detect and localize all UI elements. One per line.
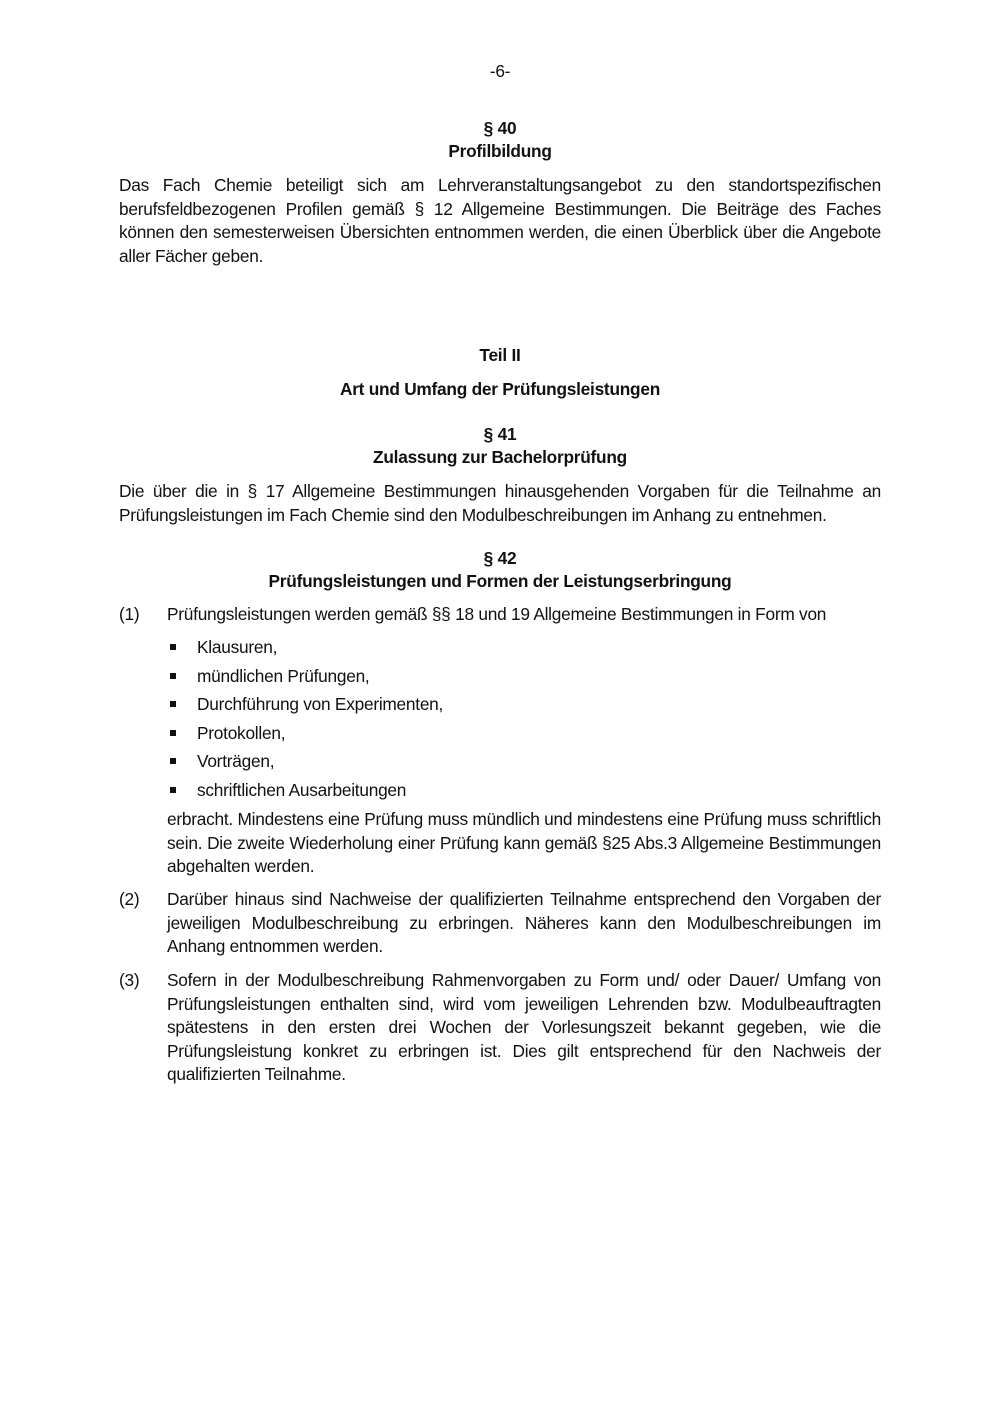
- section-40-number: § 40: [483, 118, 517, 138]
- list-item: schriftlichen Ausarbeitungen: [167, 779, 881, 808]
- section-42-title: Prüfungsleistungen und Formen der Leistungserbringung: [268, 571, 732, 591]
- square-bullet-icon: [170, 701, 176, 707]
- part-2-subtitle: Art und Umfang der Prüfungsleistungen: [339, 379, 661, 399]
- exam-forms-list: [167, 636, 881, 807]
- list-item: Durchführung von Experimenten,: [167, 693, 881, 722]
- item-3-text: Sofern in der Modulbeschreibung Rahmenvorgaben zu Form und/ oder Dauer/ Umfang von Prüfungsleistungen enthalten sind, wird vom jeweiligen Lehrenden bzw. Modulbeauftragten spätestens in den ersten drei Wochen der Vorlesungszeit bekannt gegeben, wie die Prüfungsleistung konkret zu erbringen ist. Dies gilt entsprechend für den Nachweis der qualifizierten Teilnahme.: [167, 970, 881, 1084]
- square-bullet-icon: [170, 644, 176, 650]
- square-bullet-icon: [170, 730, 176, 736]
- section-41-number: § 41: [483, 424, 517, 444]
- list-item: mündlichen Prüfungen,: [167, 665, 881, 694]
- item-2-label: (2): [119, 889, 140, 909]
- list-item: Protokollen,: [167, 722, 881, 751]
- item-1-intro: Prüfungsleistungen werden gemäß §§ 18 und 19 Allgemeine Bestimmungen in Form von: [167, 604, 827, 624]
- section-41-title: Zulassung zur Bachelorprüfung: [373, 447, 627, 467]
- square-bullet-icon: [170, 673, 176, 679]
- square-bullet-icon: [170, 758, 176, 764]
- page-number: -6-: [489, 61, 511, 81]
- item-2-text: Darüber hinaus sind Nachweise der qualifizierten Teilnahme entsprechend den Vorgaben der jeweiligen Modulbeschreibung zu erbringen. Näheres kann den Modulbeschreibungen im Anhang entnommen werden.: [167, 889, 881, 956]
- section-41-paragraph: Die über die in § 17 Allgemeine Bestimmungen hinausgehenden Vorgaben für die Teilnahme an Prüfungsleistungen im Fach Chemie sind den Modulbeschreibungen im Anhang zu entnehmen.: [119, 481, 881, 525]
- item-1-label: (1): [119, 604, 140, 624]
- item-1-outro: erbracht. Mindestens eine Prüfung muss mündlich und mindestens eine Prüfung muss schriftlich sein. Die zweite Wiederholung einer Prüfung kann gemäß §25 Abs.3 Allgemeine Bestimmungen abgehalten werden.: [167, 809, 881, 876]
- section-40-title: Profilbildung: [448, 141, 552, 161]
- section-40-paragraph: Das Fach Chemie beteiligt sich am Lehrveranstaltungsangebot zu den standortspezifischen berufsfeldbezogenen Profilen gemäß § 12 Allgemeine Bestimmungen. Die Beiträge des Faches können den semesterweisen Übersichten entnommen werden, die einen Überblick über die Angebote aller Fächer geben.: [119, 175, 881, 266]
- square-bullet-icon: [170, 787, 176, 793]
- item-3-label: (3): [119, 970, 140, 990]
- section-42-number: § 42: [483, 548, 517, 568]
- list-item: Vorträgen,: [167, 750, 881, 779]
- list-item: Klausuren,: [167, 636, 881, 665]
- part-2-title: Teil II: [479, 345, 521, 365]
